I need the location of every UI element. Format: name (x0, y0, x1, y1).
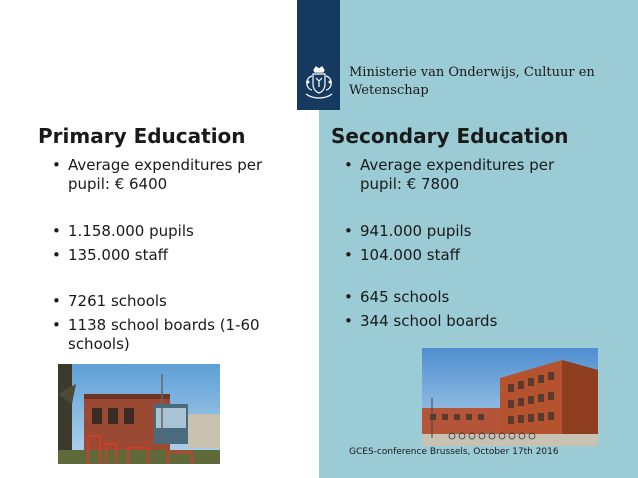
secondary-list-schools (344, 288, 594, 331)
secondary-list-expenditure (344, 156, 594, 194)
primary-education-heading: Primary Education (38, 124, 246, 148)
list-item: • 104.000 staff (344, 246, 594, 265)
ministry-name (349, 64, 595, 100)
secondary-school-photo (422, 348, 598, 446)
list-item: • 344 school boards (344, 312, 594, 331)
secondary-education-heading: Secondary Education (331, 124, 569, 148)
ministry-name-line2: Wetenschap (349, 83, 429, 98)
primary-list-schools (52, 292, 292, 354)
list-item: • 645 schools (344, 288, 594, 307)
list-item: • 941.000 pupils (344, 222, 594, 241)
list-item: • 1138 school boards (1-60 schools) (52, 316, 292, 354)
primary-list-expenditure (52, 156, 292, 194)
primary-list-people (52, 222, 292, 265)
list-item: • 7261 schools (52, 292, 292, 311)
list-item: • Average expenditures per pupil: € 6400 (52, 156, 292, 194)
coat-of-arms-icon (300, 64, 338, 104)
footer-conference-text: GCES-conference Brussels, October 17th 2016 (349, 447, 559, 457)
secondary-list-people (344, 222, 594, 265)
list-item: • 1.158.000 pupils (52, 222, 292, 241)
list-item: • Average expenditures per pupil: € 7800 (344, 156, 594, 194)
list-item: • 135.000 staff (52, 246, 292, 265)
ministry-name-line1: Ministerie van Onderwijs, Cultuur en (349, 65, 595, 80)
primary-school-photo (58, 364, 220, 464)
